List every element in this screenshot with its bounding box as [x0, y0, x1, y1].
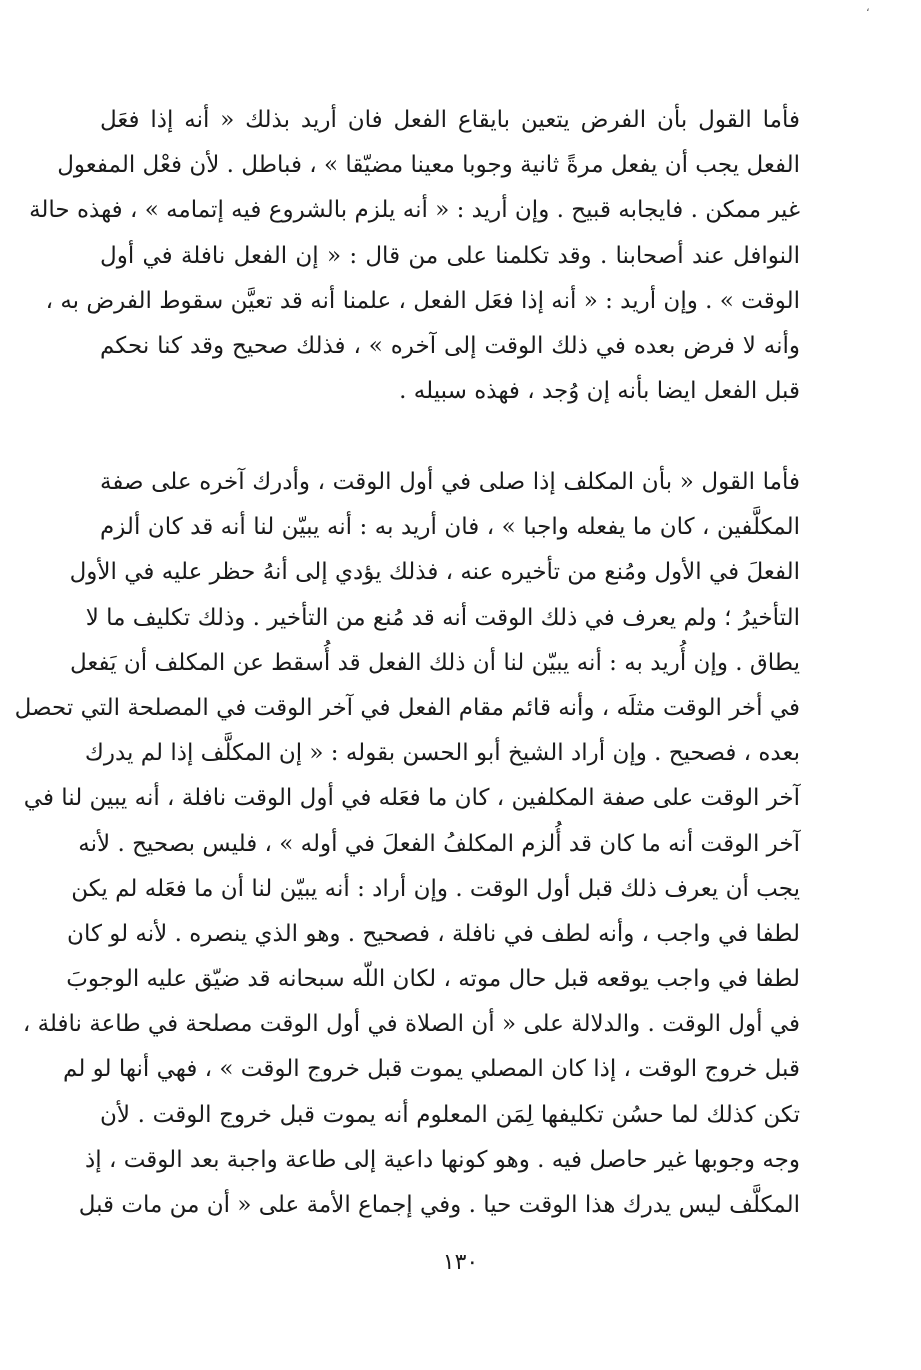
paragraph-2	[14, 460, 800, 1228]
text-line: لطفا في واجب ، وأنه لطف في نافلة ، فصحيح . وهو الذي ينصره . لأنه لو كان	[67, 920, 800, 947]
text-line: النوافل عند أصحابنا . وقد تكلمنا على من قال : « إن الفعل نافلة في أول	[100, 242, 800, 269]
text-line: الفعل يجب أن يفعل مرةً ثانية وجوبا معينا مضيّقا » ، فباطل . لأن فعْل المفعول	[57, 152, 800, 179]
text-line: وأنه لا فرض بعده في ذلك الوقت إلى آخره » ، فذلك صحيح وقد كنا نحكم	[100, 332, 800, 359]
text-line: وجه وجوبها غير حاصل فيه . وهو كونها داعية إلى طاعة واجبة بعد الوقت ، إذ	[85, 1146, 800, 1173]
text-line: يطاق . وإن أُريد به : أنه يبيّن لنا أن ذلك الفعل قد أُسقط عن المكلف أن يَفعل	[70, 649, 800, 676]
paragraph-1	[29, 98, 800, 414]
text-line: فأما القول بأن الفرض يتعين بايقاع الفعل فان أريد بذلك « أنه إذا فعَل	[100, 107, 800, 133]
text-line: يجب أن يعرف ذلك قبل أول الوقت . وإن أراد : أنه يبيّن لنا أن ما فعَله لم يكن	[71, 875, 800, 902]
text-line: تكن كذلك لما حسُن تكليفها لِمَن المعلوم أنه يموت قبل خروج الوقت . لأن	[100, 1101, 800, 1128]
corner-mark: ،	[866, 1, 870, 14]
text-line: المكلَّفين ، كان ما يفعله واجبا » ، فان أريد به : أنه يبيّن لنا أنه قد كان ألزم	[100, 514, 800, 541]
text-line: آخر الوقت أنه ما كان قد أُلزم المكلفُ الفعلَ في أوله » ، فليس بصحيح . لأنه	[78, 830, 800, 857]
text-line: قبل الفعل ايضا بأنه إن وُجد ، فهذه سبيله .	[399, 378, 800, 405]
text-line: لطفا في واجب يوقعه قبل حال موته ، لكان اللّه سبحانه قد ضيّق عليه الوجوبَ	[66, 966, 800, 993]
text-line: بعده ، فصحيح . وإن أراد الشيخ أبو الحسن بقوله : « إن المكلَّف إذا لم يدرك	[84, 740, 800, 767]
text-line: قبل خروج الوقت ، إذا كان المصلي يموت قبل خروج الوقت » ، فهي أنها لو لم	[63, 1056, 800, 1083]
page-number: ١٣٠	[442, 1250, 479, 1275]
text-line: في أول الوقت . والدلالة على « أن الصلاة في أول الوقت مصلحة في طاعة نافلة ،	[22, 1011, 800, 1038]
text-line: المكلَّف ليس يدرك هذا الوقت حيا . وفي إجماع الأمة على « أن من مات قبل	[78, 1192, 800, 1218]
text-line: غير ممكن . فايجابه قبيح . وإن أريد : « أنه يلزم بالشروع فيه إتمامه » ، فهذه حالة	[29, 197, 800, 224]
text-line: في أخر الوقت مثلَه ، وأنه قائم مقام الفعل في آخر الوقت في المصلحة التي تحصل	[14, 694, 800, 721]
text-line: الفعلَ في الأول ومُنع من تأخيره عنه ، فذلك يؤدي إلى أنهُ حظر عليه في الأول	[69, 559, 800, 586]
text-line: الوقت » . وإن أريد : « أنه إذا فعَل الفعل ، علمنا أنه قد تعيَّن سقوط الفرض به ،	[45, 287, 800, 314]
text-line: آخر الوقت على صفة المكلفين ، كان ما فعَله في أول الوقت نافلة ، أنه يبين لنا في	[23, 785, 800, 812]
text-line: فأما القول « بأن المكلف إذا صلى في أول الوقت ، وأدرك آخره على صفة	[100, 469, 800, 495]
text-line: التأخيرُ ؛ ولم يعرف في ذلك الوقت أنه قد مُنع من التأخير . وذلك تكليف ما لا	[85, 604, 800, 631]
